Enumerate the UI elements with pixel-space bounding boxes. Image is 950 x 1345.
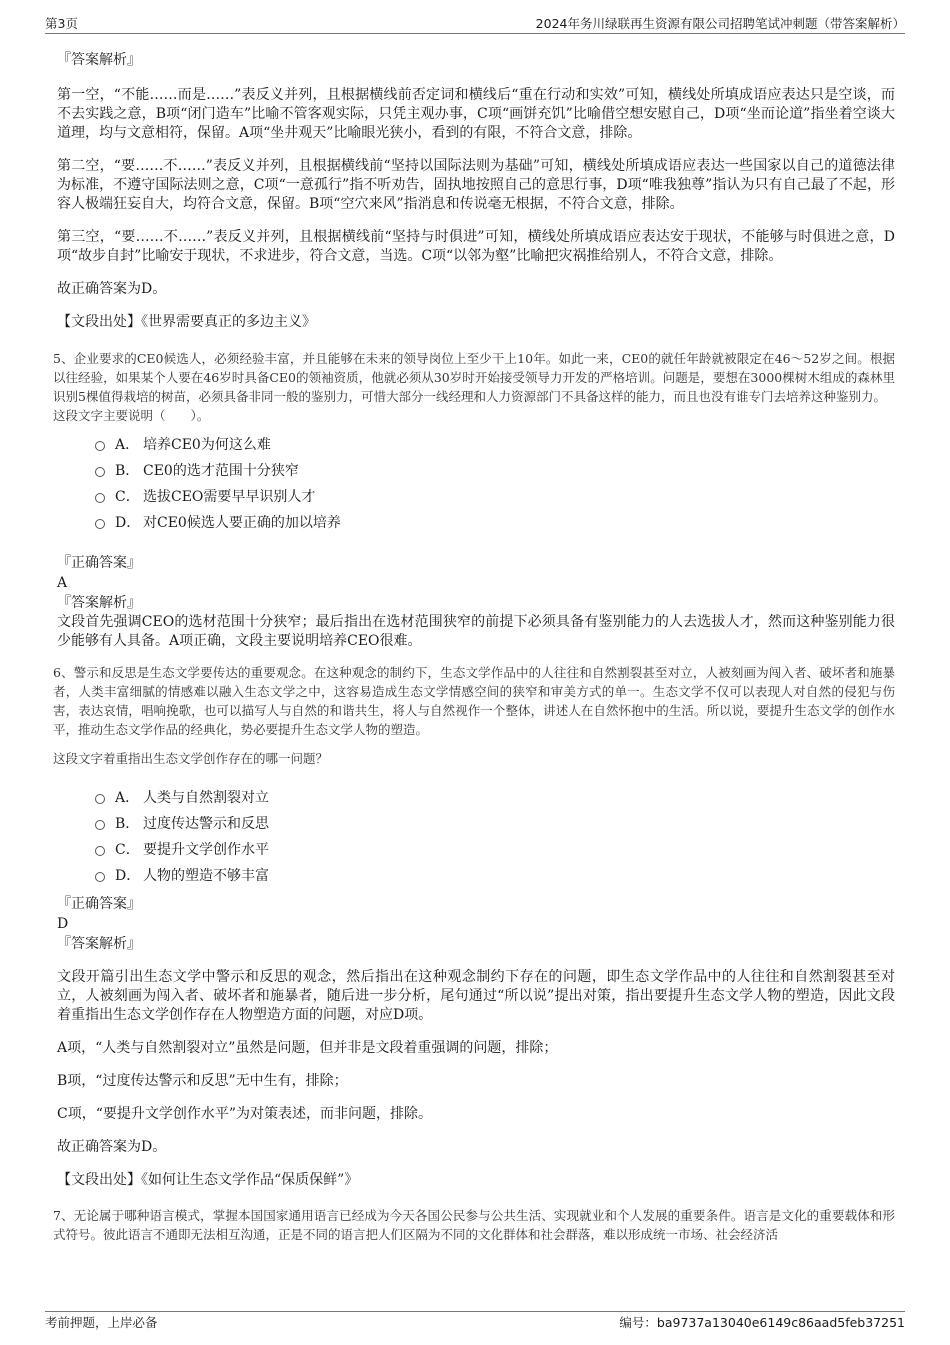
q6-option-d[interactable]: D． 人物的塑造不够丰富 [95, 862, 895, 888]
page-footer [45, 1313, 905, 1333]
q5-option-b[interactable]: B． CE0的选才范围十分狭窄 [95, 457, 895, 483]
q6-prompt: 这段文字着重指出生态文学创作存在的哪一问题？ [53, 751, 329, 766]
q5-option-a[interactable]: A． 培养CE0为何这么难 [95, 431, 895, 457]
q6-conclusion: 故正确答案为D。 [57, 1139, 167, 1155]
q6-note-b: B项，“过度传达警示和反思”无中生有，排除； [57, 1073, 348, 1089]
q5-answer-label: 『正确答案』 [57, 555, 141, 571]
q4-source: 【文段出处】《世界需要真正的多边主义》 [57, 314, 316, 330]
q6-answer: D [57, 916, 69, 932]
q6-stem: 6、警示和反思是生态文学要传达的重要观念。在这种观念的制约下，生态文学作品中的人往往和自然割裂甚至对立，人被刻画为闯入者、破坏者和施暴者，人类丰富细腻的情感难以融入生态文学之中，这容易造成生态文学情感空间的狭窄和审美方式的单一。生态文学不仅可以表现人对自然的侵犯与伤害，表达哀情，唱响挽歌，也可以描写人与自然的和谐共生，将人与自然视作一个整体，讲述人在自然怀抱中的生活。所以说，要提升生态文学的创作水平，推动生态文学作品的经典化，势必要提升生态文学人物的塑造。 [53, 665, 895, 737]
radio-icon[interactable] [95, 441, 105, 451]
q6-option-b[interactable]: B． 过度传达警示和反思 [95, 810, 895, 836]
q7-stem: 7、无论属于哪种语言模式，掌握本国国家通用语言已经成为今天各国公民参与公共生活、实现就业和个人发展的重要条件。语言是文化的重要载体和形式符号。彼此语言不通即无法相互沟通，正是不同的语言把人们区隔为不同的文化群体和社会群落，难以形成统一市场、社会经济活 [53, 1208, 895, 1242]
q6-analysis-label: 『答案解析』 [57, 936, 141, 952]
radio-icon[interactable] [95, 820, 105, 830]
q6-note-a: A项，“人类与自然割裂对立”虽然是问题，但并非是文段着重强调的问题，排除； [57, 1040, 558, 1056]
radio-icon[interactable] [95, 794, 105, 804]
radio-icon[interactable] [95, 846, 105, 856]
header-divider [45, 33, 905, 34]
radio-icon[interactable] [95, 872, 105, 882]
q5-option-d[interactable]: D． 对CE0候选人要正确的加以培养 [95, 509, 895, 535]
document-title: 2024年务川绿联再生资源有限公司招聘笔试冲刺题（带答案解析） [535, 16, 905, 31]
q6-answer-label: 『正确答案』 [57, 896, 141, 912]
q6-options [95, 784, 895, 888]
q6-option-c[interactable]: C． 要提升文学创作水平 [95, 836, 895, 862]
q5-stem: 5、企业要求的CE0候选人，必须经验丰富，并且能够在未来的领导岗位上至少干上10年。如此一来，CE0的就任年龄就被限定在46～52岁之间。根据以往经验，如果某个人要在46岁时具备CE0的领袖资质，他就必须从30岁时开始接受领导力开发的严格培训。问题是，要想在3000棵树木组成的森林里识别5棵值得栽培的树苗，必须具备非同一般的鉴别力，可惜大部分一线经理和人力资源部门不具备这样的能力，而且也没有谁专门去培养这种鉴别力。 [53, 351, 895, 404]
q4-analysis-label: 『答案解析』 [57, 52, 141, 68]
footer-divider [45, 1311, 905, 1312]
q4-analysis-p1: 第一空，“不能……而是……”表反义并列，且根据横线前否定词和横线后“重在行动和实效”可知，横线处所填成语应表达只是空谈，而不去实践之意，B项“闭门造车”比喻不管客观实际，只凭主观办事，C项“画饼充饥”比喻借空想安慰自己，D项“坐而论道”指坐着空谈大道理，均与文意相符，保留。A项“坐井观天”比喻眼光狭小，看到的有限，不符合文意，排除。 [57, 87, 895, 141]
page-number: 第3页 [45, 16, 78, 31]
q5-analysis-label: 『答案解析』 [57, 595, 141, 611]
q4-analysis-p3: 第三空，“要……不……”表反义并列，且根据横线前“坚持与时俱进”可知，横线处所填成语应表达安于现状，不能够与时俱进之意，D项“故步自封”比喻安于现状，不求进步，符合文意，当选。C项“以邻为壑”比喻把灾祸推给别人，不符合文意，排除。 [57, 229, 895, 264]
page-header [45, 14, 905, 34]
q6-source: 【文段出处】《如何让生态文学作品“保质保鲜”》 [57, 1172, 359, 1188]
q6-note-c: C项，“要提升文学创作水平”为对策表述，而非问题，排除。 [57, 1106, 433, 1122]
footer-slogan: 考前押题，上岸必备 [45, 1315, 158, 1330]
page-content [45, 44, 895, 1244]
q6-option-a[interactable]: A． 人类与自然割裂对立 [95, 784, 895, 810]
radio-icon[interactable] [95, 519, 105, 529]
radio-icon[interactable] [95, 493, 105, 503]
q5-analysis: 文段首先强调CEO的选材范围十分狭窄；最后指出在选材范围狭窄的前提下必须具备有鉴别能力的人去选拔人才，然而这种鉴别能力很少能够有人具备。A项正确，文段主要说明培养CEO很难。 [57, 614, 895, 649]
q4-conclusion: 故正确答案为D。 [57, 281, 167, 297]
q5-option-c[interactable]: C． 选拔CEO需要早早识别人才 [95, 483, 895, 509]
document-id: 编号：ba9737a13040e6149c86aad5feb37251 [619, 1315, 905, 1330]
radio-icon[interactable] [95, 467, 105, 477]
q6-analysis: 文段开篇引出生态文学中警示和反思的观念，然后指出在这种观念制约下存在的问题，即生态文学作品中的人往往和自然割裂甚至对立，人被刻画为闯入者、破坏者和施暴者，随后进一步分析，尾句通过“所以说”提出对策，指出要提升生态文学人物的塑造，因此文段着重指出生态文学创作存在人物塑造方面的问题，对应D项。 [57, 969, 895, 1023]
q5-prompt: 这段文字主要说明（ ）。 [53, 408, 210, 423]
q4-analysis-p2: 第二空，“要……不……”表反义并列，且根据横线前“坚持以国际法则为基础”可知，横线处所填成语应表达一些国家以自己的道德法律为标准，不遵守国际法则之意，C项“一意孤行”指不听劝告，固执地按照自己的意思行事，D项“唯我独尊”指认为只有自己最了不起，形容人极端狂妄自大，均符合文意，保留。B项“空穴来风”指消息和传说毫无根据，不符合文意，排除。 [57, 158, 895, 212]
q5-answer: A [57, 575, 68, 591]
q5-options [95, 431, 895, 535]
